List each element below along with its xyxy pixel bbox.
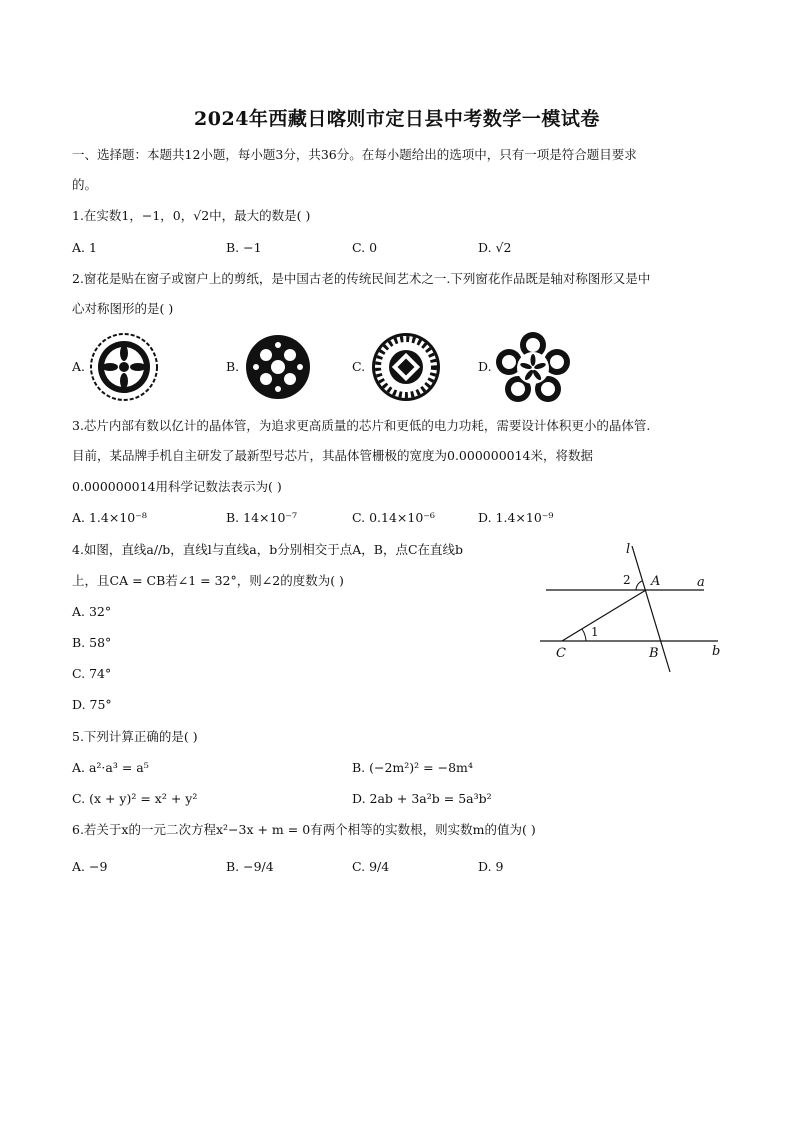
q6-option-c: C. 9/4 (352, 859, 390, 874)
q2-option-b-label: B. (226, 359, 240, 374)
label-l: l (626, 542, 631, 557)
q5-option-b: B. (−2m²)² = −8m⁴ (352, 760, 473, 775)
q3-option-c: C. 0.14×10⁻⁶ (352, 510, 435, 525)
angle-1-arc (582, 629, 586, 641)
q5-option-c: C. (x + y)² = x² + y² (72, 791, 198, 806)
q6-option-b: B. −9/4 (226, 859, 274, 874)
label-C: C (556, 646, 566, 661)
q5-stem: 5.下列计算正确的是( ) (72, 729, 198, 744)
label-b: b (712, 644, 721, 659)
q4-stem-line1: 4.如图，直线a//b，直线l与直线a，b分别相交于点A，B，点C在直线b (72, 542, 464, 557)
q6-option-d: D. 9 (478, 859, 504, 874)
q6-option-a: A. −9 (72, 859, 108, 874)
angle-2-arc (636, 581, 642, 590)
q3-option-d: D. 1.4×10⁻⁹ (478, 510, 554, 525)
q4-option-d: D. 75° (72, 697, 112, 712)
q1-option-c: C. 0 (352, 240, 378, 255)
q3-stem-line2: 目前，某品牌手机自主研发了最新型号芯片，其晶体管栅极的宽度为0.000000014米，将数据 (72, 448, 594, 463)
q3-stem-line1: 3.芯片内部有数以亿计的晶体管，为追求更高质量的芯片和更低的电力功耗，需要设计体积更小的晶体管. (72, 418, 651, 433)
segment-ca (562, 590, 646, 641)
q5-option-a: A. a²·a³ = a⁵ (72, 760, 149, 775)
label-a: a (697, 575, 705, 590)
q4-option-c: C. 74° (72, 666, 112, 681)
q4-option-b: B. 58° (72, 635, 112, 650)
section-heading-line2: 的。 (72, 177, 98, 192)
label-2: 2 (623, 573, 631, 587)
q1-option-a: A. 1 (72, 240, 97, 255)
q2-option-c-figure (370, 331, 442, 403)
q2-option-d-figure (496, 331, 570, 403)
section-heading-line1: 一、选择题：本题共12小题，每小题3分，共36分。在每小题给出的选项中，只有一项是符合题目要求 (72, 147, 637, 162)
label-A: A (651, 574, 661, 589)
q2-option-d-label: D. (478, 359, 492, 374)
q4-geometry-figure (536, 540, 726, 675)
label-B: B (649, 646, 659, 661)
q3-stem-line3: 0.000000014用科学记数法表示为( ) (72, 479, 282, 494)
q1-option-b: B. −1 (226, 240, 262, 255)
q5-option-d: D. 2ab + 3a²b = 5a³b² (352, 791, 492, 806)
q2-option-a-label: A. (72, 359, 86, 374)
q3-option-b: B. 14×10⁻⁷ (226, 510, 298, 525)
q3-option-a: A. 1.4×10⁻⁸ (72, 510, 147, 525)
q2-option-b-figure (244, 333, 312, 401)
q4-option-a: A. 32° (72, 604, 112, 619)
q2-stem-line2: 心对称图形的是( ) (72, 301, 174, 316)
q1-stem: 1.在实数1，−1，0，√2中，最大的数是( ) (72, 208, 311, 223)
q2-option-c-label: C. (352, 359, 366, 374)
label-1: 1 (591, 625, 599, 639)
q2-option-a-figure (88, 331, 160, 403)
q1-option-d: D. √2 (478, 240, 512, 255)
q4-stem-line2: 上，且CA = CB若∠1 = 32°，则∠2的度数为( ) (72, 573, 344, 588)
q6-stem: 6.若关于x的一元二次方程x²−3x + m = 0有两个相等的实数根，则实数m的值为( ) (72, 822, 536, 837)
page-title: 2024年西藏日喀则市定日县中考数学一模试卷 (194, 108, 600, 130)
q2-stem-line1: 2.窗花是贴在窗子或窗户上的剪纸，是中国古老的传统民间艺术之一.下列窗花作品既是轴对称图形又是中 (72, 271, 651, 286)
